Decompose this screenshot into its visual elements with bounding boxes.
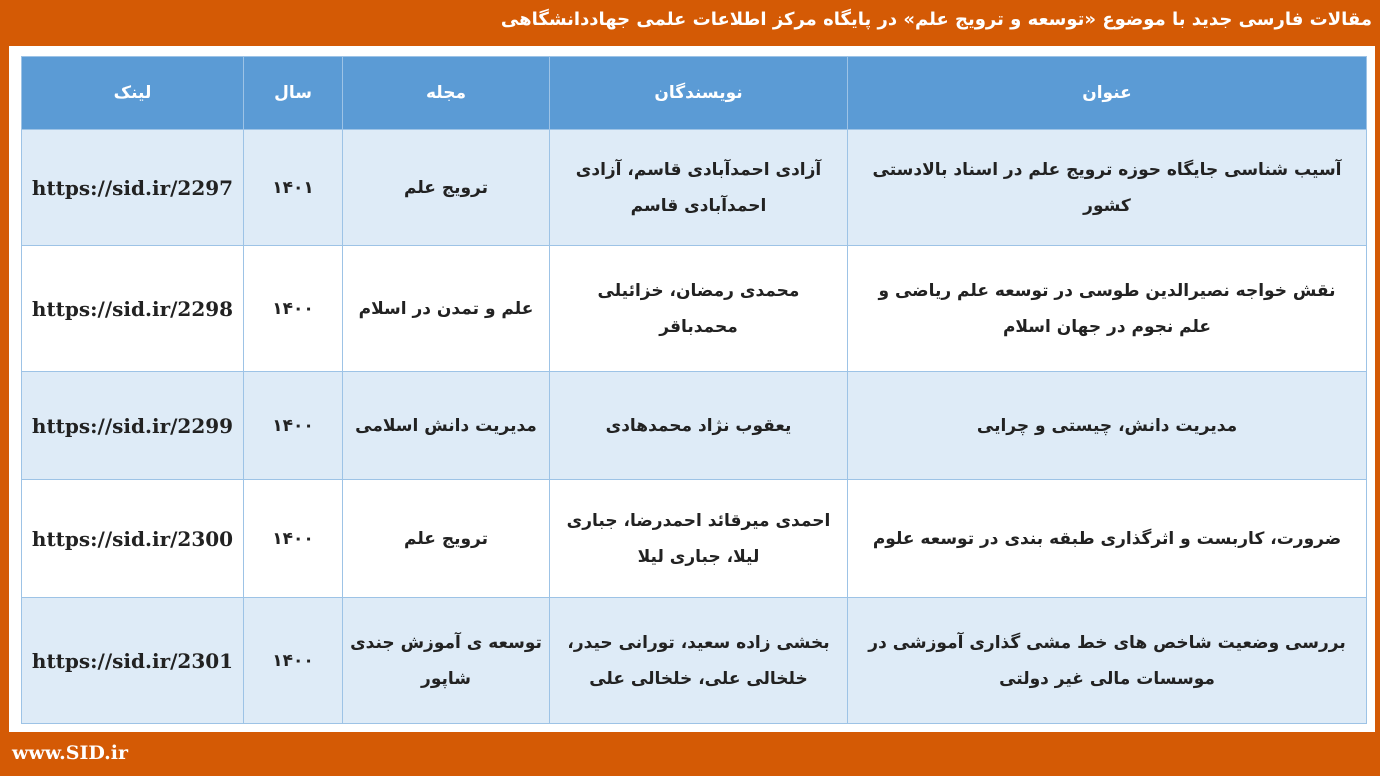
article-journal: توسعه ی آموزش جندی شاپور bbox=[343, 598, 550, 724]
table-row bbox=[22, 598, 1367, 724]
article-authors: احمدی میرقائد احمدرضا، جباری لیلا، جباری لیلا bbox=[550, 480, 848, 598]
article-journal: مدیریت دانش اسلامی bbox=[343, 372, 550, 480]
footer-site-url[interactable]: www.SID.ir bbox=[12, 742, 129, 764]
column-header-year: سال bbox=[244, 57, 343, 130]
article-link[interactable]: https://sid.ir/2300 bbox=[22, 480, 244, 598]
article-journal: ترویج علم bbox=[343, 480, 550, 598]
table-row bbox=[22, 130, 1367, 246]
article-year: ۱۴۰۰ bbox=[244, 246, 343, 372]
footer-bar bbox=[0, 732, 1380, 776]
article-link[interactable]: https://sid.ir/2299 bbox=[22, 372, 244, 480]
table-row bbox=[22, 480, 1367, 598]
article-link[interactable]: https://sid.ir/2297 bbox=[22, 130, 244, 246]
article-journal: علم و تمدن در اسلام bbox=[343, 246, 550, 372]
article-authors: یعقوب نژاد محمدهادی bbox=[550, 372, 848, 480]
article-link[interactable]: https://sid.ir/2298 bbox=[22, 246, 244, 372]
content-panel bbox=[9, 46, 1375, 732]
article-title: نقش خواجه نصیرالدین طوسی در توسعه علم ریاضی و علم نجوم در جهان اسلام bbox=[848, 246, 1367, 372]
article-year: ۱۴۰۱ bbox=[244, 130, 343, 246]
table-row bbox=[22, 372, 1367, 480]
article-link[interactable]: https://sid.ir/2301 bbox=[22, 598, 244, 724]
article-authors: بخشی زاده سعید، تورانی حیدر، خلخالی علی، خلخالی علی bbox=[550, 598, 848, 724]
article-year: ۱۴۰۰ bbox=[244, 372, 343, 480]
table-row bbox=[22, 246, 1367, 372]
column-header-authors: نویسندگان bbox=[550, 57, 848, 130]
article-authors: محمدی رمضان، خزائیلی محمدباقر bbox=[550, 246, 848, 372]
column-header-link: لینک bbox=[22, 57, 244, 130]
page-title: مقالات فارسی جدید با موضوع «توسعه و ترویج علم» در پایگاه مرکز اطلاعات علمی جهاددانشگاهی bbox=[500, 9, 1372, 30]
article-authors: آزادی احمدآبادی قاسم، آزادی احمدآبادی قاسم bbox=[550, 130, 848, 246]
table-header-row bbox=[22, 57, 1367, 130]
article-title: ضرورت، کاربست و اثرگذاری طبقه بندی در توسعه علوم bbox=[848, 480, 1367, 598]
article-year: ۱۴۰۰ bbox=[244, 598, 343, 724]
article-title: آسیب شناسی جایگاه حوزه ترویج علم در اسناد بالادستی کشور bbox=[848, 130, 1367, 246]
article-title: مدیریت دانش، چیستی و چرایی bbox=[848, 372, 1367, 480]
column-header-title: عنوان bbox=[848, 57, 1367, 130]
article-title: بررسی وضعیت شاخص های خط مشی گذاری آموزشی در موسسات مالی غیر دولتی bbox=[848, 598, 1367, 724]
articles-table bbox=[21, 56, 1367, 724]
article-journal: ترویج علم bbox=[343, 130, 550, 246]
article-year: ۱۴۰۰ bbox=[244, 480, 343, 598]
header-bar bbox=[0, 0, 1380, 46]
column-header-journal: مجله bbox=[343, 57, 550, 130]
